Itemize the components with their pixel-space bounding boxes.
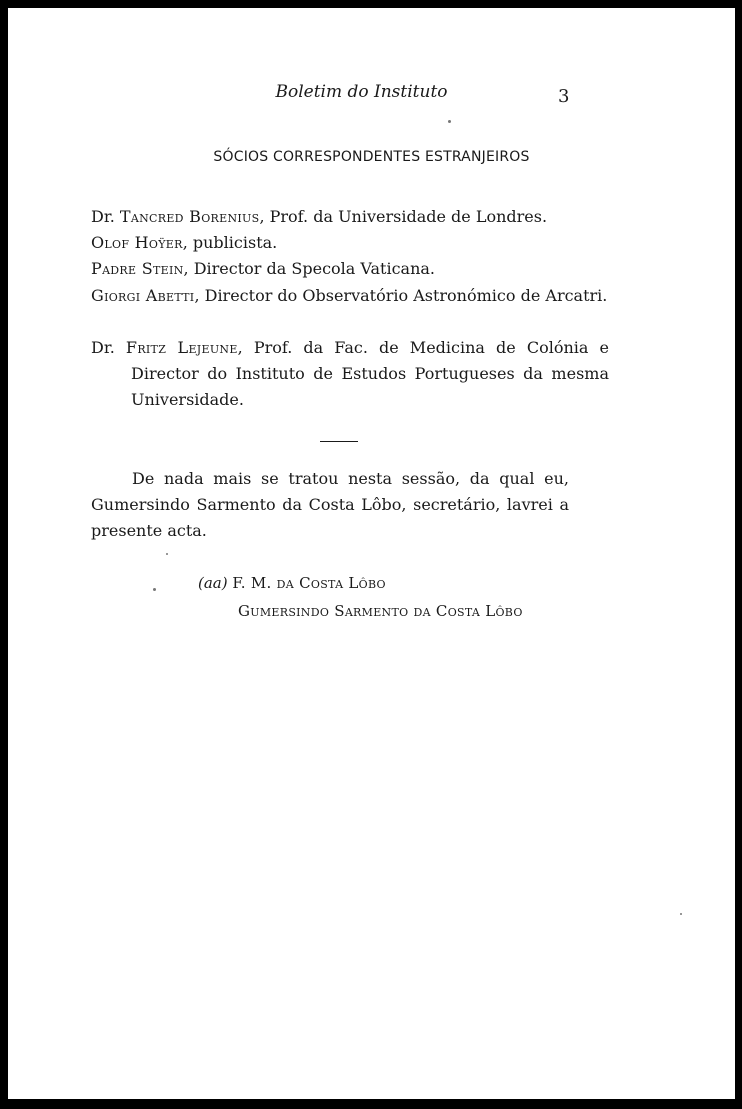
member-title: Dr. xyxy=(91,207,115,226)
member-entry xyxy=(91,283,609,309)
paper-speck xyxy=(166,553,168,555)
member-name: Olof Hoÿer xyxy=(91,233,183,252)
signature-prefix: (aa) xyxy=(198,574,228,592)
member-description: , Director do Observatório Astronómico de Arcatri. xyxy=(194,286,608,305)
member-description: , Director da Specola Vaticana. xyxy=(183,259,435,278)
section-divider xyxy=(320,441,358,442)
member-name: Giorgi Abetti xyxy=(91,286,195,305)
member-entry xyxy=(91,256,569,282)
member-description: , Prof. da Universidade de Londres. xyxy=(259,207,548,226)
member-entry xyxy=(91,335,609,413)
member-entry xyxy=(91,230,569,256)
section-heading: SÓCIOS CORRESPONDENTES ESTRANJEIROS xyxy=(213,149,530,165)
member-name: Padre Stein xyxy=(91,259,184,278)
member-description: , publicista. xyxy=(182,233,278,252)
paper-speck xyxy=(680,913,682,915)
signature-line-first xyxy=(198,574,386,592)
member-name: Tancred Borenius xyxy=(119,207,260,226)
paper-speck xyxy=(153,588,156,591)
page-number: 3 xyxy=(558,86,570,107)
signature-first-name: F. M. da Costa Lôbo xyxy=(232,574,386,592)
paper-speck xyxy=(448,120,451,123)
member-name: Fritz Lejeune xyxy=(125,338,238,357)
member-description: , Prof. da Fac. de Medicina de Colónia e Director do Instituto de Estudos Portugueses da mesma Universidade. xyxy=(131,338,610,409)
running-head xyxy=(8,82,735,102)
signature-second-name: Gumersindo Sarmento da Costa Lôbo xyxy=(238,602,523,620)
member-entry xyxy=(91,204,569,230)
running-title: Boletim do Instituto xyxy=(275,82,448,102)
member-title: Dr. xyxy=(91,338,115,357)
closing-paragraph: De nada mais se tratou nesta sessão, da qual eu, Gumersindo Sarmento da Costa Lôbo, secretário, lavrei a presente acta. xyxy=(91,469,569,540)
